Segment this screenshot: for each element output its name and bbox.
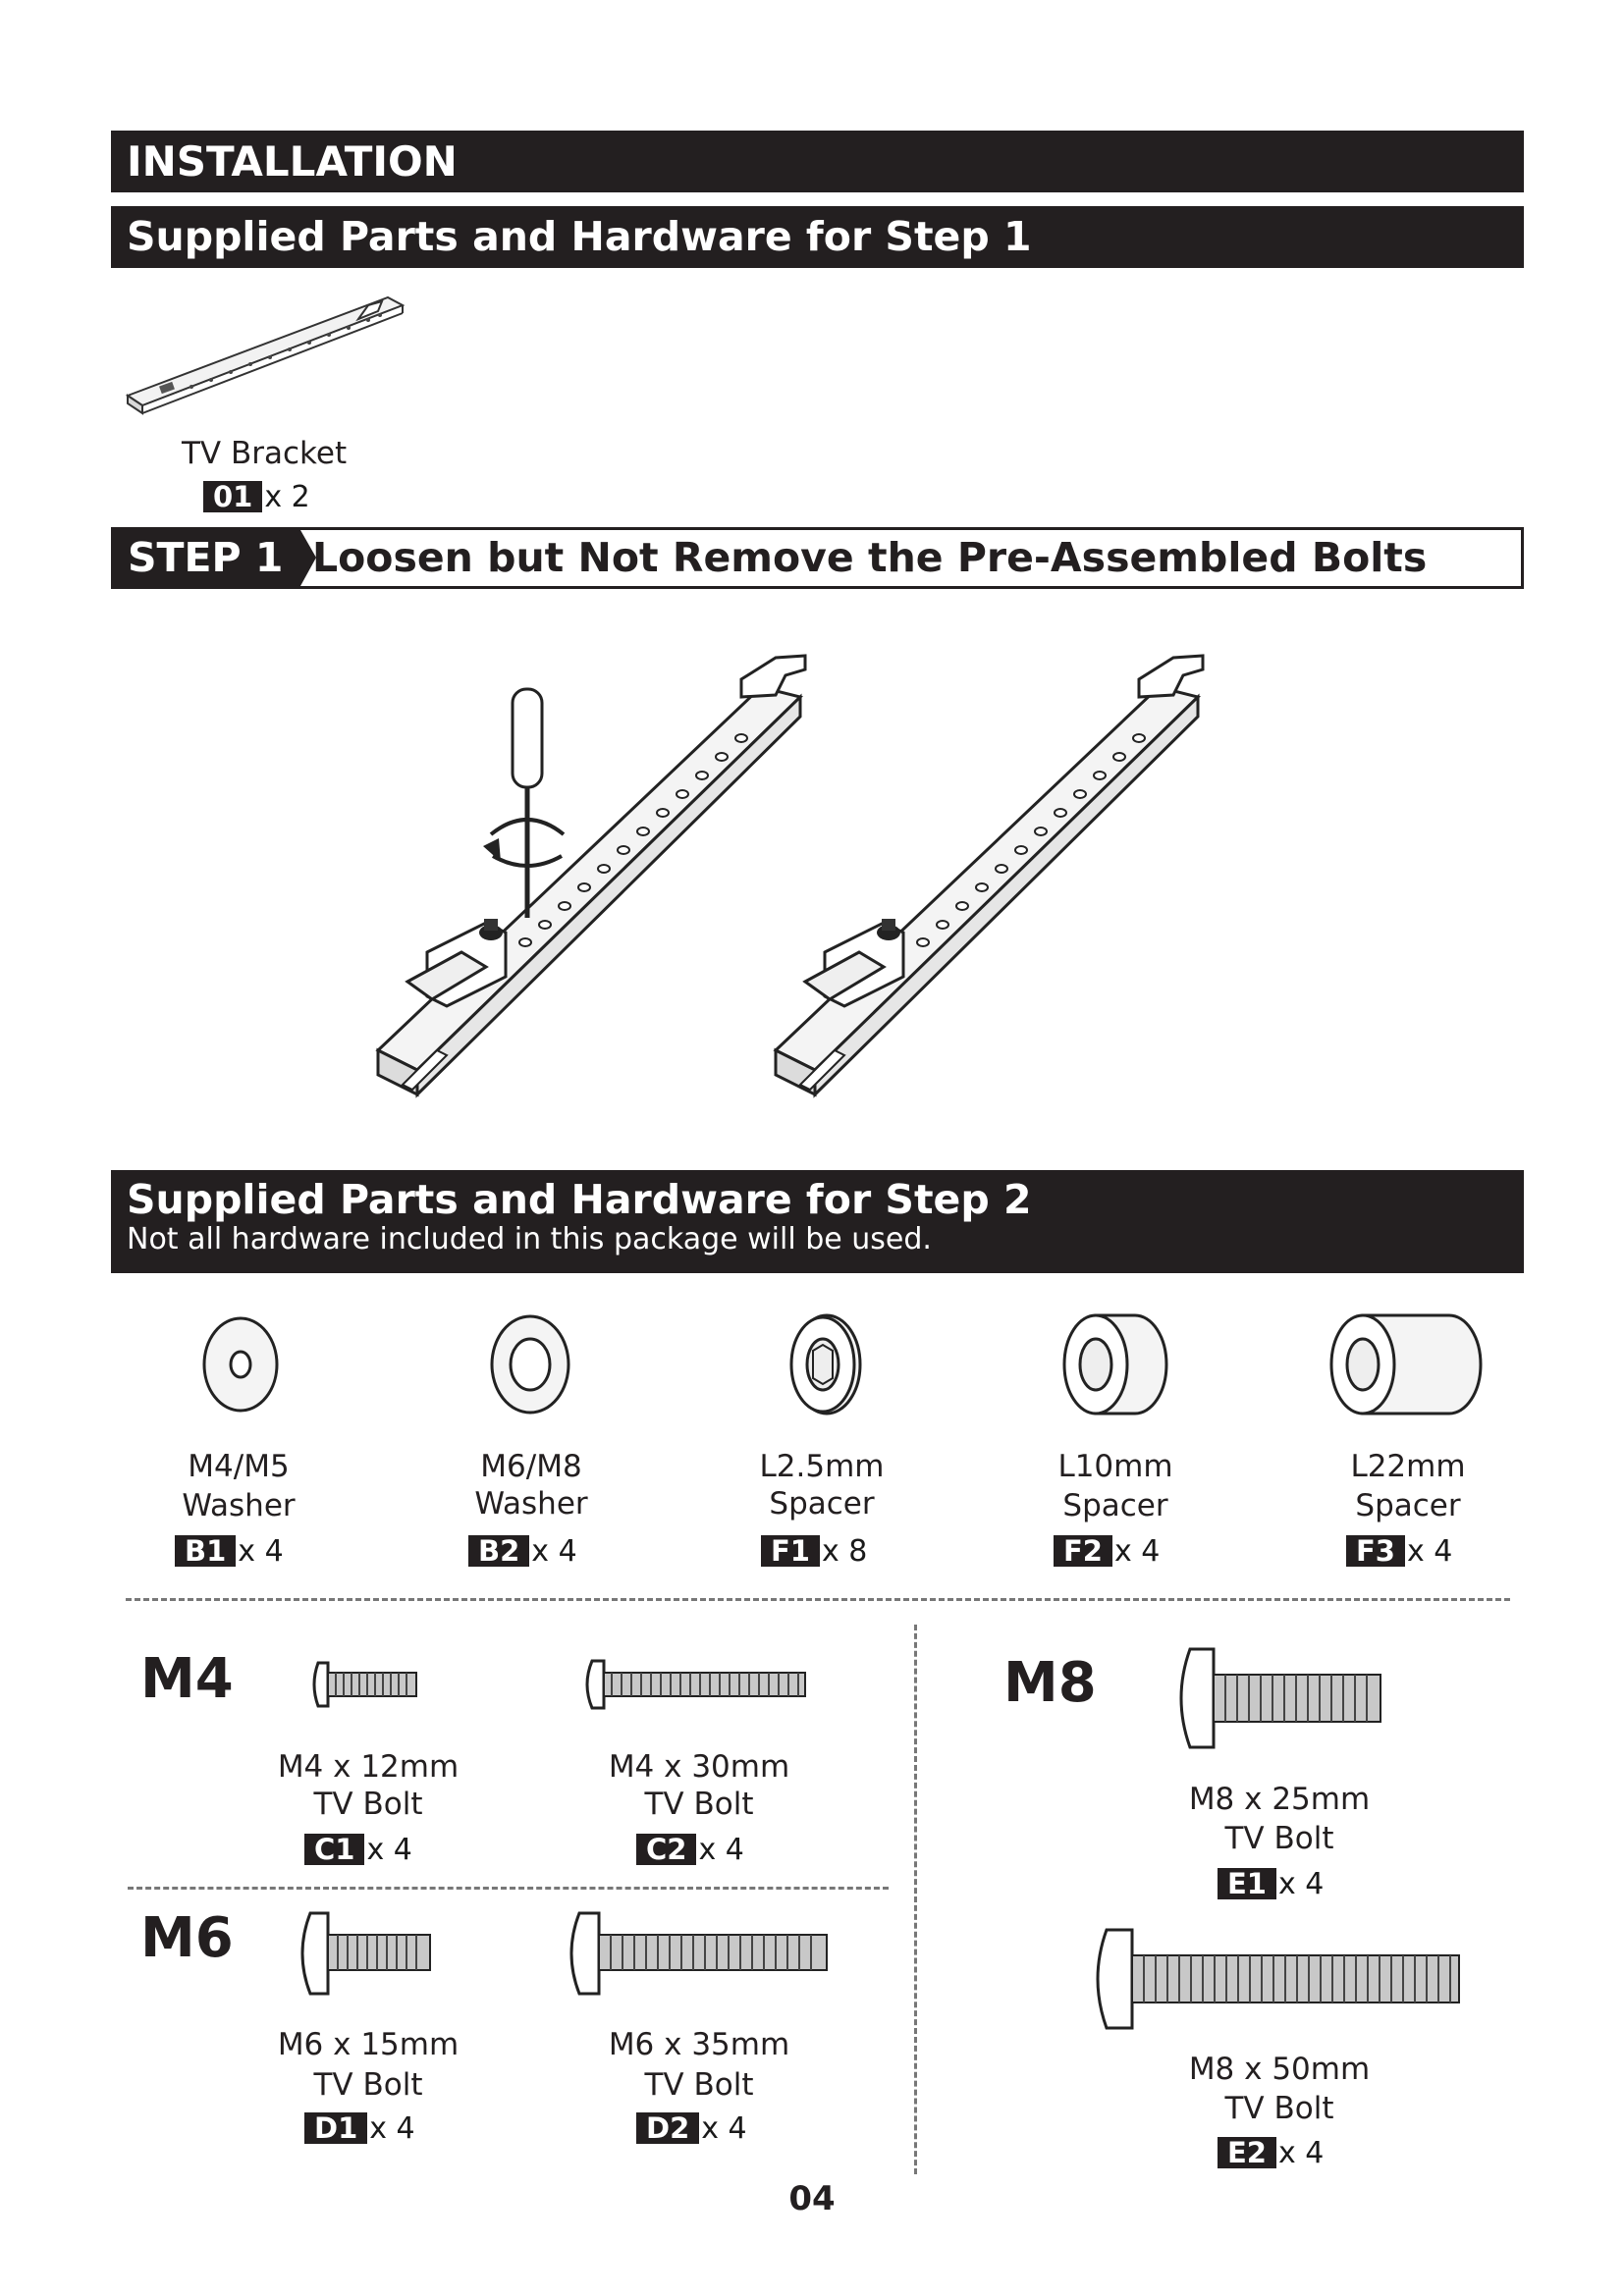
bolt-e2-quantity	[1218, 2136, 1324, 2170]
step1-tag: STEP 1	[114, 530, 300, 586]
part-code-01: 01	[203, 481, 262, 512]
step1-header	[111, 527, 1524, 589]
spacer-f2-size: L10mm	[1057, 1449, 1173, 1484]
divider-horizontal-middle	[128, 1887, 889, 1890]
part-code-e2: E2	[1218, 2137, 1276, 2168]
washer-b2-size: M6/M8	[480, 1449, 582, 1484]
parts-step2-header	[111, 1170, 1524, 1273]
step1-illustration	[353, 628, 1296, 1119]
part-qty: x 4	[531, 1534, 577, 1569]
page-number: 04	[788, 2179, 836, 2218]
part-code-e1: E1	[1218, 1868, 1276, 1899]
bolt-e1-type: TV Bolt	[1224, 1821, 1334, 1856]
part-code-f1: F1	[761, 1535, 820, 1567]
bolt-e1-quantity	[1218, 1867, 1324, 1901]
spacer-f2-type: Spacer	[1062, 1488, 1168, 1523]
part-qty: x 4	[1278, 2136, 1325, 2170]
bolt-c1-size: M4 x 12mm	[277, 1749, 460, 1785]
part-qty: x 4	[366, 1833, 412, 1867]
washer-b1-type: Washer	[182, 1488, 296, 1523]
spacer-f2-quantity	[1054, 1534, 1160, 1569]
m6-group-label: M6	[140, 1906, 234, 1970]
part-qty: x 4	[701, 2111, 747, 2146]
washer-b1-size: M4/M5	[188, 1449, 290, 1484]
bolt-c2-size: M4 x 30mm	[608, 1749, 790, 1785]
washer-b1-icon	[201, 1315, 280, 1414]
bolt-c2-type: TV Bolt	[644, 1787, 754, 1822]
bolt-e1-icon	[1180, 1645, 1386, 1751]
parts-step1-header	[111, 206, 1524, 268]
bolt-d1-size: M6 x 15mm	[277, 2027, 460, 2062]
bolt-e2-size: M8 x 50mm	[1188, 2052, 1371, 2087]
parts-step2-subtitle: Not all hardware included in this package will be used.	[127, 1222, 932, 1256]
spacer-f2-icon	[1060, 1311, 1170, 1417]
spacer-f1-type: Spacer	[769, 1486, 875, 1522]
spacer-f3-size: L22mm	[1350, 1449, 1466, 1484]
bolt-d2-size: M6 x 35mm	[608, 2027, 790, 2062]
bolt-d1-icon	[302, 1909, 435, 1998]
bolt-c2-quantity	[636, 1833, 744, 1867]
spacer-f1-size: L2.5mm	[759, 1449, 885, 1484]
washer-b2-quantity	[468, 1534, 577, 1569]
spacer-f3-type: Spacer	[1355, 1488, 1461, 1523]
parts-step2-title: Supplied Parts and Hardware for Step 2	[127, 1176, 1032, 1223]
parts-step1-title: Supplied Parts and Hardware for Step 1	[127, 213, 1032, 260]
part-qty: x 4	[1278, 1867, 1325, 1901]
washer-b2-type: Washer	[474, 1486, 588, 1522]
spacer-f1-icon	[785, 1311, 864, 1417]
part-qty: x 4	[369, 2111, 415, 2146]
part-qty: x 4	[238, 1534, 284, 1569]
part-code-d2: D2	[636, 2112, 699, 2144]
part-code-f3: F3	[1346, 1535, 1405, 1567]
bolt-c1-type: TV Bolt	[313, 1787, 423, 1822]
part-qty: x 4	[698, 1833, 744, 1867]
bolt-d2-icon	[571, 1909, 832, 1998]
washer-b2-icon	[489, 1313, 571, 1415]
bolt-c1-quantity	[304, 1833, 412, 1867]
tv-bracket-label: TV Bracket	[182, 436, 348, 471]
spacer-f3-icon	[1327, 1311, 1485, 1417]
part-qty: x 8	[822, 1534, 868, 1569]
part-qty: x 4	[1114, 1534, 1161, 1569]
m4-group-label: M4	[140, 1647, 234, 1711]
part-code-f2: F2	[1054, 1535, 1112, 1567]
bolt-e2-icon	[1097, 1926, 1465, 2032]
part-code-b1: B1	[175, 1535, 236, 1567]
installation-title: INSTALLATION	[127, 137, 458, 186]
tv-bracket-illustration	[123, 290, 407, 417]
step1-title: Loosen but Not Remove the Pre-Assembled Bolts	[312, 534, 1428, 581]
bolt-c1-icon	[314, 1657, 422, 1712]
spacer-f3-quantity	[1346, 1534, 1452, 1569]
bolt-c2-icon	[586, 1657, 812, 1712]
bolt-d1-type: TV Bolt	[313, 2067, 423, 2103]
bolt-e1-size: M8 x 25mm	[1188, 1782, 1371, 1817]
part-code-b2: B2	[468, 1535, 529, 1567]
divider-horizontal-top	[126, 1598, 1510, 1601]
tv-bracket-quantity	[203, 480, 310, 514]
bolt-d1-quantity	[304, 2111, 415, 2146]
part-qty: x 4	[1407, 1534, 1453, 1569]
part-code-d1: D1	[304, 2112, 367, 2144]
installation-header	[111, 131, 1524, 192]
part-code-c2: C2	[636, 1834, 696, 1865]
washer-b1-quantity	[175, 1534, 284, 1569]
bolt-e2-type: TV Bolt	[1224, 2091, 1334, 2126]
m8-group-label: M8	[1003, 1651, 1097, 1715]
bolt-d2-quantity	[636, 2111, 747, 2146]
bolt-d2-type: TV Bolt	[644, 2067, 754, 2103]
divider-vertical	[914, 1625, 917, 2174]
part-code-c1: C1	[304, 1834, 364, 1865]
spacer-f1-quantity	[761, 1534, 867, 1569]
part-qty: x 2	[264, 480, 310, 514]
